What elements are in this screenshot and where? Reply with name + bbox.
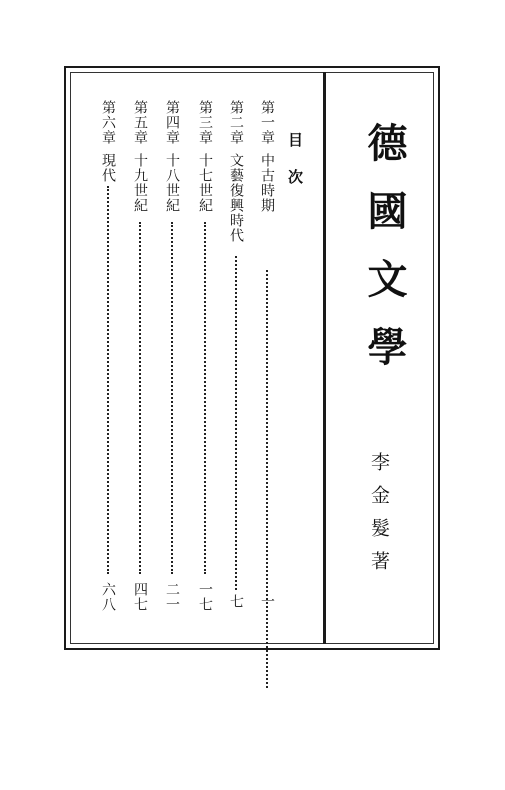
chapter-title: 文藝復興時代 <box>228 153 244 243</box>
chapter-page-number: 六八 <box>100 582 116 612</box>
book-title: 德國文學 <box>361 122 408 394</box>
leader-dots <box>235 256 237 590</box>
toc-entry-4[interactable] <box>163 100 181 620</box>
leader-dots <box>107 186 109 574</box>
book-author: 李金髮著 <box>368 452 390 584</box>
chapter-number: 第二章 <box>228 100 244 145</box>
toc-entry-6[interactable] <box>99 100 117 620</box>
toc-entry-5[interactable] <box>131 100 149 620</box>
chapter-title: 十八世紀 <box>164 153 180 213</box>
chapter-number: 第五章 <box>132 100 148 145</box>
chapter-number: 第六章 <box>100 100 116 145</box>
chapter-title: 十九世紀 <box>132 153 148 213</box>
chapter-page-number: 四七 <box>132 582 148 612</box>
toc-entry-2[interactable] <box>227 100 245 620</box>
chapter-number: 第三章 <box>197 100 213 145</box>
chapter-number: 第一章 <box>259 100 275 145</box>
chapter-number: 第四章 <box>164 100 180 145</box>
toc-entry-3[interactable] <box>196 100 214 620</box>
chapter-title: 十七世紀 <box>197 153 213 213</box>
chapter-page-number: 七 <box>228 594 244 609</box>
chapter-page-number: 一 <box>259 594 275 609</box>
chapter-title: 中古時期 <box>259 153 275 213</box>
leader-dots <box>266 270 268 688</box>
leader-dots <box>139 222 141 574</box>
leader-dots <box>171 222 173 574</box>
chapter-page-number: 一七 <box>197 582 213 612</box>
chapter-page-number: 二一 <box>164 582 180 612</box>
chapter-title: 現代 <box>100 153 116 183</box>
toc-entry-1[interactable] <box>258 100 276 620</box>
toc-heading: 目次 <box>286 132 304 206</box>
column-divider <box>323 72 326 644</box>
leader-dots <box>204 222 206 574</box>
